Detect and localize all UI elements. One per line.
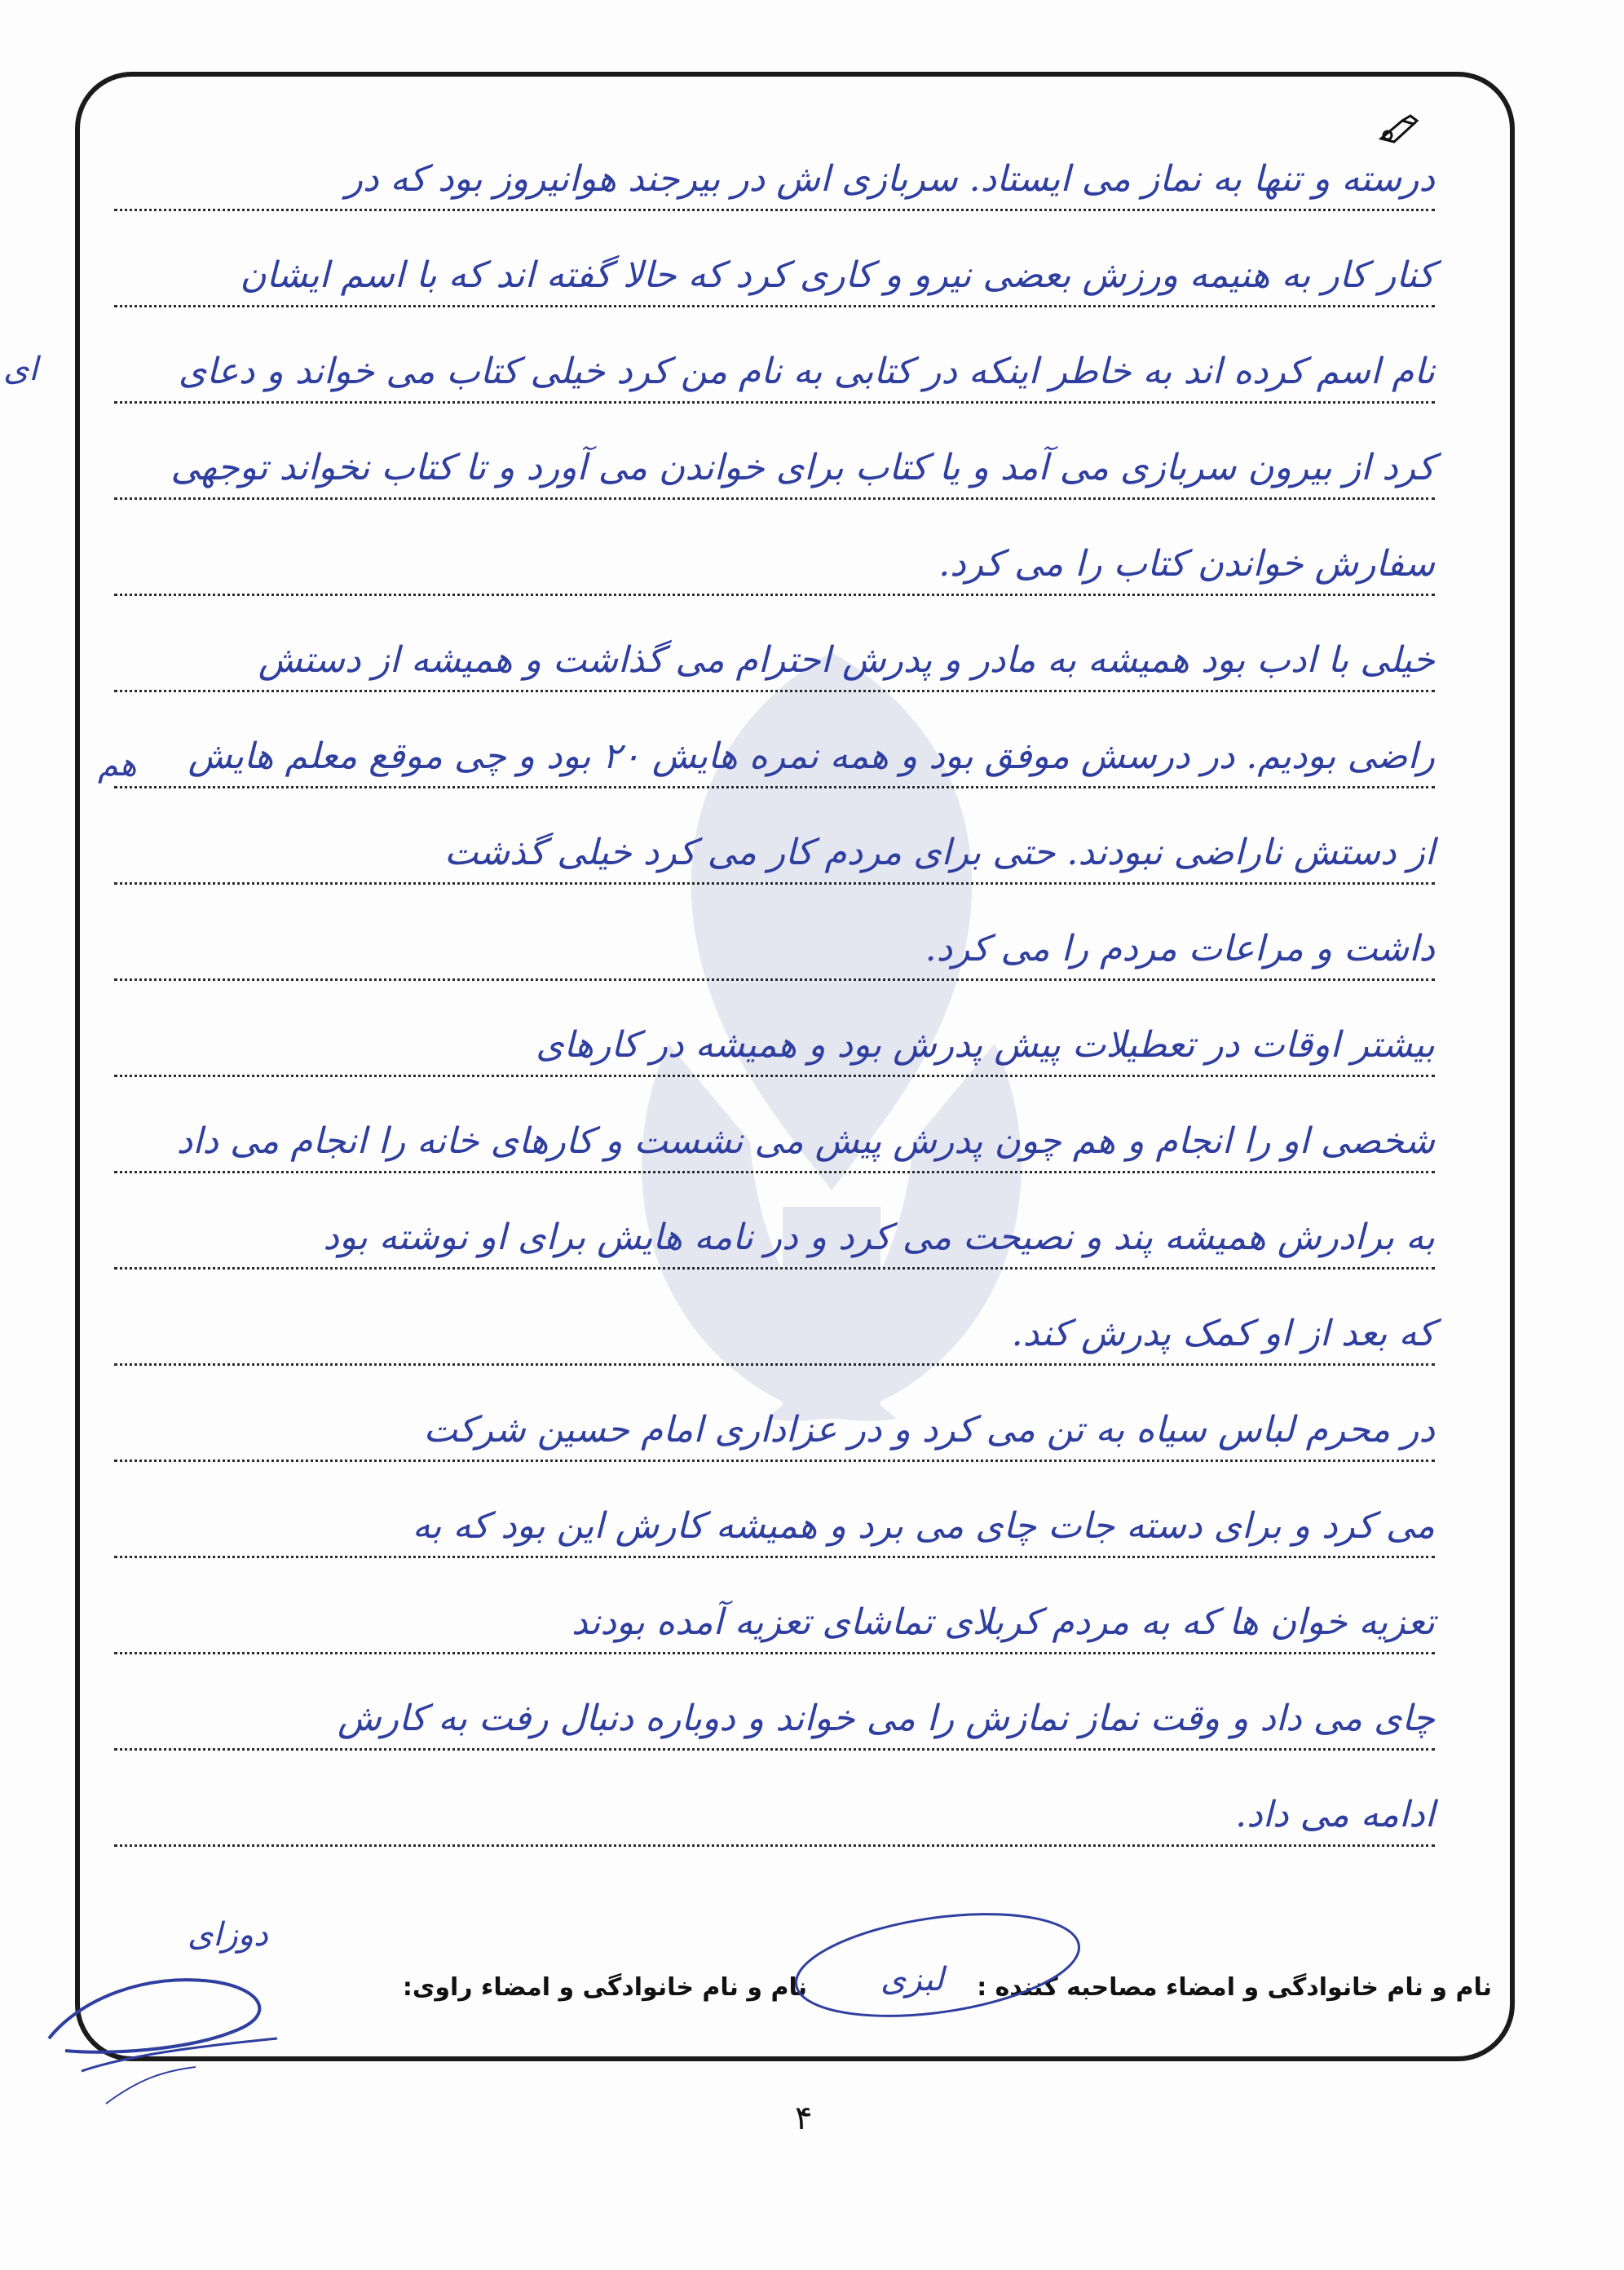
handwritten-line-text: در محرم لباس سیاه به تن می کرد و در عزاداری امام حسین شرکت xyxy=(423,1409,1435,1451)
ruled-line xyxy=(114,1410,1435,1462)
handwritten-line-text: نام اسم کرده اند به خاطر اینکه در کتابی به نام من کرد خیلی کتاب می خواند و دعای xyxy=(178,351,1435,392)
handwritten-line-text: ادامه می داد. xyxy=(1235,1794,1435,1835)
narrator-signature: دوزای xyxy=(188,1916,268,1954)
ruled-line xyxy=(114,1698,1435,1751)
handwritten-line-text: تعزیه خوان ها که به مردم کربلای تماشای تعزیه آمده بودند xyxy=(571,1601,1435,1643)
ruled-line xyxy=(114,1602,1435,1654)
ruled-line xyxy=(114,159,1435,211)
narrator-label: نام و نام خانوادگی و امضاء راوی: xyxy=(402,1973,807,2002)
ruled-line xyxy=(114,255,1435,307)
handwritten-line-text: چای می داد و وقت نماز نمازش را می خواند و دوباره دنبال رفت به کارش xyxy=(338,1698,1435,1739)
ruled-line xyxy=(114,1314,1435,1366)
ruled-line xyxy=(114,832,1435,885)
handwritten-line-text: کرد از بیرون سربازی می آمد و یا کتاب برای خواندن می آورد و تا کتاب نخواند توجهی xyxy=(170,447,1435,488)
writing-hand-icon xyxy=(1378,114,1420,147)
ruled-line xyxy=(114,929,1435,981)
margin-note: هم xyxy=(98,746,137,784)
ruled-line xyxy=(114,1025,1435,1077)
handwritten-line-text: از دستش ناراضی نبودند. حتی برای مردم کار می کرد خیلی گذشت xyxy=(444,832,1435,873)
margin-note: ای xyxy=(3,351,38,388)
interviewer-signature: لبزی xyxy=(880,1961,944,1998)
handwritten-line-text: که بعد از او کمک پدرش کند. xyxy=(1011,1313,1435,1354)
ruled-line xyxy=(114,1217,1435,1270)
handwritten-line-text: شخصی او را انجام و هم چون پدرش پیش می نشست و کارهای خانه را انجام می داد xyxy=(176,1120,1435,1162)
handwritten-line-text: می کرد و برای دسته جات چای می برد و همیشه کارش این بود که به xyxy=(412,1505,1435,1547)
handwritten-line-text: درسته و تنها به نماز می ایستاد. سربازی اش در بیرجند هوانیروز بود که در xyxy=(345,158,1435,200)
handwritten-line-text: کنار کار به هنیمه ورزش بعضی نیرو و کاری کرد که حالا گفته اند که با اسم ایشان xyxy=(240,254,1435,296)
ruled-line xyxy=(114,1506,1435,1558)
handwritten-line-text: راضی بودیم. در درسش موفق بود و همه نمره هایش ۲۰ بود و چی موقع معلم هایش xyxy=(188,735,1435,777)
handwritten-line-text: خیلی با ادب بود همیشه به مادر و پدرش احترام می گذاشت و همیشه از دستش xyxy=(258,639,1435,681)
handwritten-line-text: داشت و مراعات مردم را می کرد. xyxy=(925,928,1435,969)
ruled-line xyxy=(114,1121,1435,1173)
handwritten-line-text: سفارش خواندن کتاب را می کرد. xyxy=(938,543,1435,585)
ruled-line xyxy=(114,351,1435,404)
ruled-line xyxy=(114,544,1435,596)
handwritten-line-text: به برادرش همیشه پند و نصیحت می کرد و در نامه هایش برای او نوشته بود xyxy=(323,1217,1435,1258)
narrator-signature-icon xyxy=(33,1916,310,2112)
ruled-line xyxy=(114,640,1435,692)
interviewer-label: نام و نام خانوادگی و امضاء مصاحبه کننده : xyxy=(977,1973,1492,2002)
handwritten-line-text: بیشتر اوقات در تعطیلات پیش پدرش بود و همیشه در کارهای xyxy=(536,1024,1435,1066)
page-number: ۴ xyxy=(795,2100,813,2137)
ruled-line xyxy=(114,1795,1435,1847)
ruled-line xyxy=(114,448,1435,500)
ruled-line xyxy=(114,736,1435,788)
